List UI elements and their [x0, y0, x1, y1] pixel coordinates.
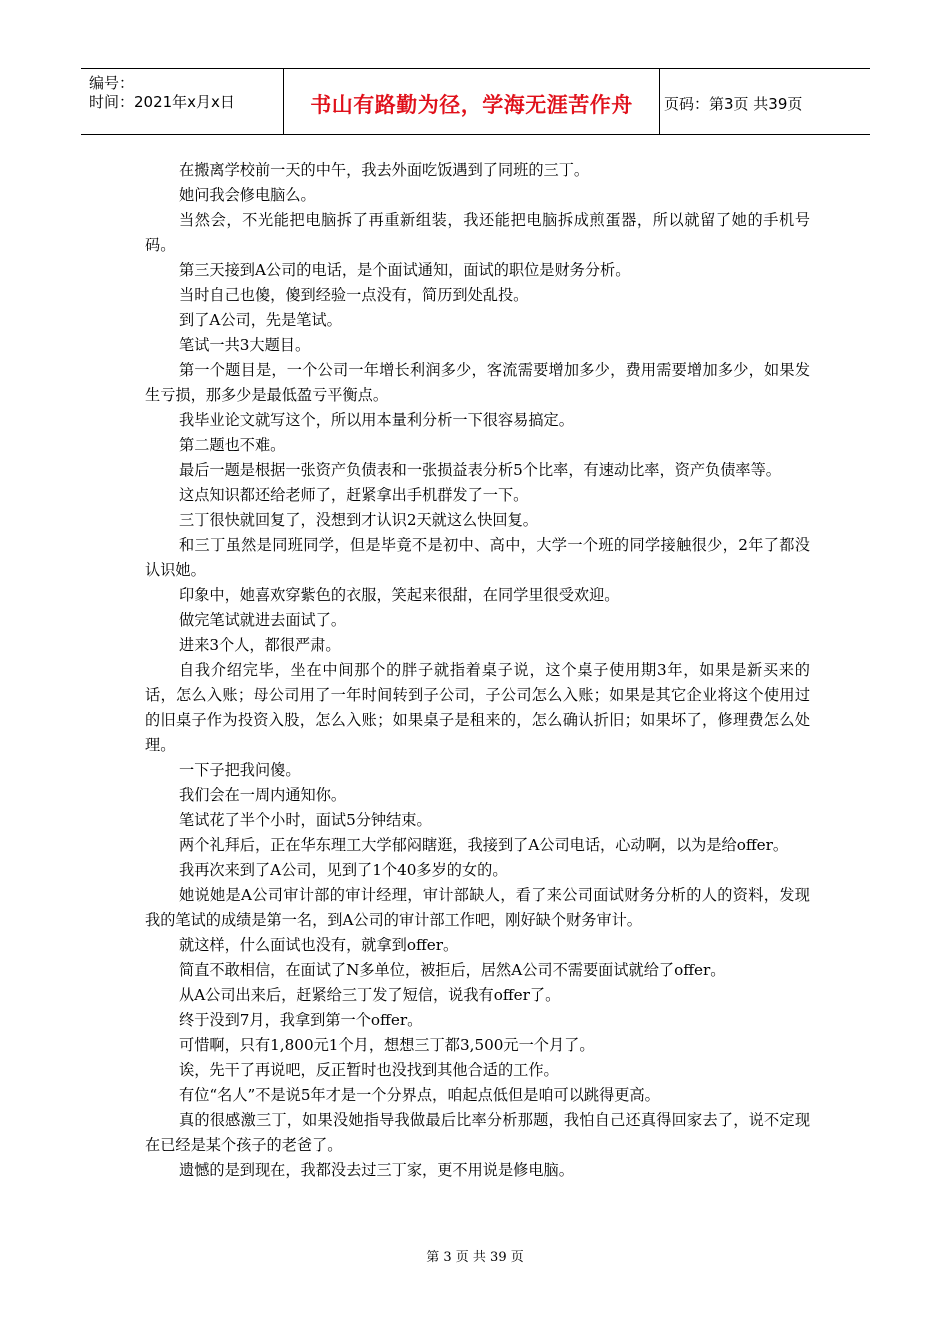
paragraph: 我再次来到了A公司，见到了1个40多岁的女的。 [179, 861, 508, 879]
paragraph: 和三丁虽然是同班同学，但是毕竟不是初中、高中，大学一个班的同学接触很少，2年了都没认识她。 [145, 536, 810, 579]
paragraph: 诶，先干了再说吧，反正暂时也没找到其他合适的工作。 [179, 1061, 559, 1079]
paragraph: 最后一题是根据一张资产负债表和一张损益表分析5个比率，有速动比率，资产负债率等。 [179, 461, 781, 479]
paragraph: 自我介绍完毕，坐在中间那个的胖子就指着桌子说，这个桌子使用期3年，如果是新买来的话，怎么入账；母公司用了一年时间转到子公司，子公司怎么入账；如果是其它企业将这个使用过的旧桌子作为投资入股，怎么入账；如果桌子是租来的，怎么确认折旧；如果坏了，修理费怎么处理。 [145, 661, 810, 754]
paragraph: 当然会，不光能把电脑拆了再重新组装，我还能把电脑拆成煎蛋器，所以就留了她的手机号码。 [145, 211, 810, 254]
paragraph: 第三天接到A公司的电话，是个面试通知，面试的职位是财务分析。 [179, 261, 631, 279]
paragraph: 她问我会修电脑么。 [179, 186, 316, 204]
paragraph: 三丁很快就回复了，没想到才认识2天就这么快回复。 [179, 511, 538, 529]
paragraph: 第二题也不难。 [179, 436, 286, 454]
paragraph: 有位“名人”不是说5年才是一个分界点，咱起点低但是咱可以跳得更高。 [179, 1086, 660, 1104]
paragraph: 真的很感激三丁，如果没她指导我做最后比率分析那题，我怕自己还真得回家去了，说不定现在已经是某个孩子的老爸了。 [145, 1111, 810, 1154]
paragraph: 一下子把我问傻。 [179, 761, 301, 779]
page-footer [0, 1246, 950, 1265]
paragraph: 笔试花了半个小时，面试5分钟结束。 [179, 811, 432, 829]
paragraph: 就这样，什么面试也没有，就拿到offer。 [179, 936, 459, 954]
document-body [145, 158, 810, 1183]
header-motto-cell [284, 69, 660, 134]
paragraph: 从A公司出来后，赶紧给三丁发了短信，说我有offer了。 [179, 986, 561, 1004]
header-page-info-cell [660, 69, 870, 134]
page-header [81, 68, 870, 135]
paragraph: 两个礼拜后，正在华东理工大学郁闷瞎逛，我接到了A公司电话，心动啊，以为是给offer。 [179, 836, 789, 854]
paragraph: 我们会在一周内通知你。 [179, 786, 347, 804]
paragraph: 终于没到7月，我拿到第一个offer。 [179, 1011, 423, 1029]
paragraph: 我毕业论文就写这个，所以用本量利分析一下很容易搞定。 [179, 411, 574, 429]
paragraph: 当时自己也傻，傻到经验一点没有，简历到处乱投。 [179, 286, 529, 304]
paragraph: 这点知识都还给老师了，赶紧拿出手机群发了一下。 [179, 486, 529, 504]
header-meta [81, 69, 284, 134]
paragraph: 在搬离学校前一天的中午，我去外面吃饭遇到了同班的三丁。 [179, 161, 590, 179]
motto-text: 书山有路勤为径，学海无涯苦作舟 [310, 92, 633, 117]
paragraph: 第一个题目是，一个公司一年增长利润多少，客流需要增加多少，费用需要增加多少，如果发生亏损，那多少是最低盈亏平衡点。 [145, 361, 810, 404]
paragraph: 简直不敢相信，在面试了N多单位，被拒后，居然A公司不需要面试就给了offer。 [179, 961, 726, 979]
doc-number-label: 编号： [89, 74, 135, 92]
doc-date: 时间：2021年x月x日 [89, 93, 235, 111]
paragraph: 进来3个人，都很严肃。 [179, 636, 341, 654]
paragraph: 遗憾的是到现在，我都没去过三丁家，更不用说是修电脑。 [179, 1161, 574, 1179]
paragraph: 做完笔试就进去面试了。 [179, 611, 347, 629]
paragraph: 印象中，她喜欢穿紫色的衣服，笑起来很甜，在同学里很受欢迎。 [179, 586, 620, 604]
paragraph: 她说她是A公司审计部的审计经理，审计部缺人，看了来公司面试财务分析的人的资料，发现我的笔试的成绩是第一名，到A公司的审计部工作吧，刚好缺个财务审计。 [145, 886, 810, 929]
paragraph: 可惜啊，只有1,800元1个月，想想三丁都3,500元一个月了。 [179, 1036, 595, 1054]
paragraph: 到了A公司，先是笔试。 [179, 311, 342, 329]
paragraph: 笔试一共3大题目。 [179, 336, 311, 354]
footer-page-number: 第 3 页 共 39 页 [426, 1250, 524, 1265]
page-info: 页码：第3页 共39页 [664, 95, 803, 113]
